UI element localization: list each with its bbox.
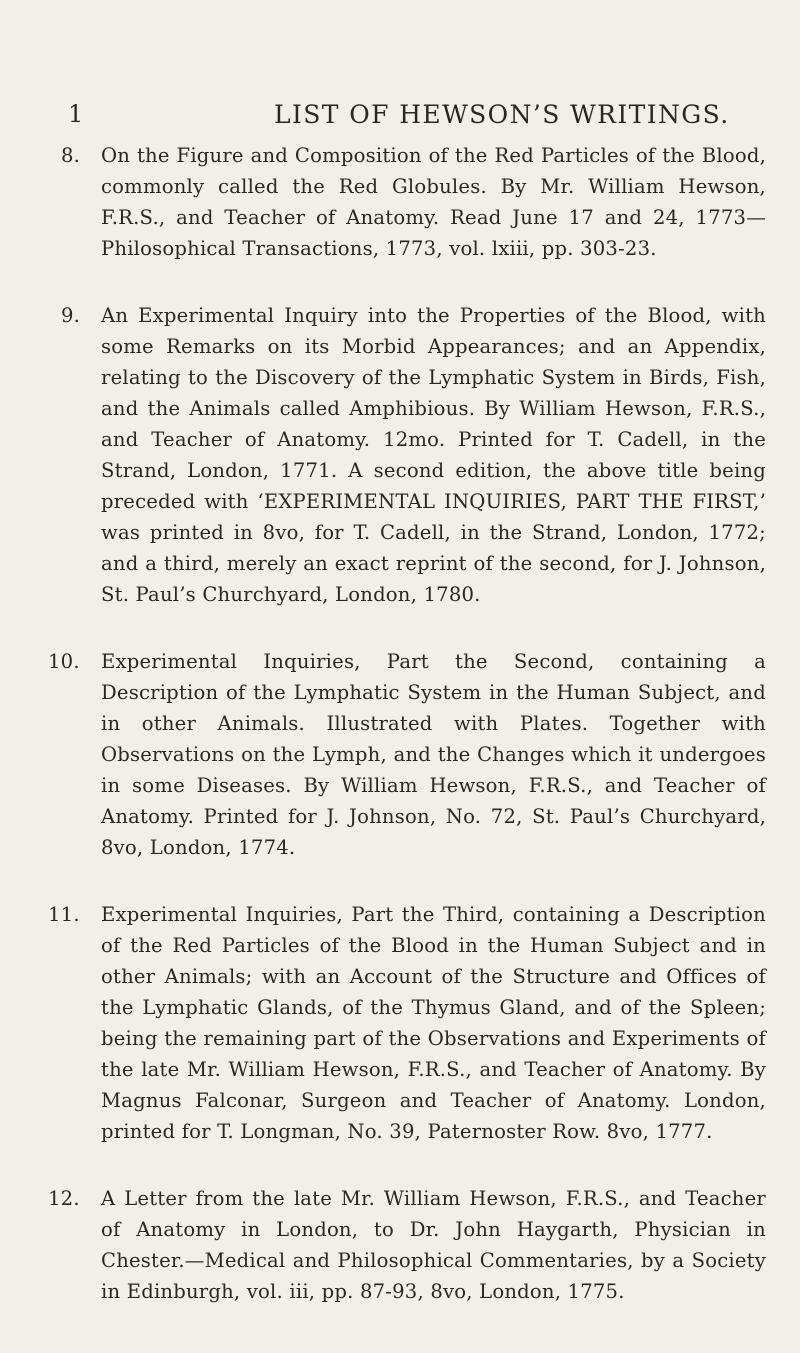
entry-number: 8. [61, 144, 81, 167]
bibliography-entry-11 [0, 899, 800, 1147]
page-number: 1 [68, 100, 84, 128]
entry-text: Experimental Inquiries, Part the Third, containing a Description of the Red Particles of the Blood in the Human Subject and in other Animals; with an Account of the Structure and Offices of the Lymphatic Glands, of the Thymus Gland, and of the Spleen; being the remaining part of the Observations and Experiments of the late Mr. William Hewson, F.R.S., and Teacher of Anatomy. By Magnus Falconar, Surgeon and Teacher of Anatomy. London, printed for T. Longman, No. 39, Paternoster Row. 8vo, 1777. [101, 903, 766, 1143]
running-title: LIST OF HEWSON’S WRITINGS. [274, 100, 730, 129]
bibliography-list [0, 140, 800, 1307]
entry-number: 10. [48, 650, 80, 673]
bibliography-entry-10 [0, 646, 800, 863]
entry-text: On the Figure and Composition of the Red Particles of the Blood, commonly called the Red Globules. By Mr. William Hewson, F.R.S., and Teacher of Anatomy. Read June 17 and 24, 1773—Philosophical Transactions, 1773, vol. lxiii, pp. 303-23. [101, 144, 766, 260]
entry-number: 11. [48, 903, 80, 926]
page-header [68, 100, 768, 140]
bibliography-entry-9 [0, 300, 800, 610]
bibliography-entry-12 [0, 1183, 800, 1307]
entry-text: An Experimental Inquiry into the Properties of the Blood, with some Remarks on its Morbid Appearances; and an Appendix, relating to the Discovery of the Lymphatic System in Birds, Fish, and the Animals called Amphibious. By William Hewson, F.R.S., and Teacher of Anatomy. 12mo. Printed for T. Cadell, in the Strand, London, 1771. A second edition, the above title being preceded with ‘EXPERIMENTAL INQUIRIES, PART THE FIRST,’ was printed in 8vo, for T. Cadell, in the Strand, London, 1772; and a third, merely an exact reprint of the second, for J. Johnson, St. Paul’s Churchyard, London, 1780. [101, 304, 766, 606]
bibliography-entry-8 [0, 140, 800, 264]
entry-text: Experimental Inquiries, Part the Second, containing a Description of the Lymphatic System in the Human Subject, and in other Animals. Illustrated with Plates. Together with Observations on the Lymph, and the Changes which it undergoes in some Diseases. By William Hewson, F.R.S., and Teacher of Anatomy. Printed for J. Johnson, No. 72, St. Paul’s Churchyard, 8vo, London, 1774. [101, 650, 766, 859]
entry-number: 12. [48, 1187, 80, 1210]
entry-number: 9. [61, 304, 81, 327]
entry-text: A Letter from the late Mr. William Hewson, F.R.S., and Teacher of Anatomy in London, to Dr. John Haygarth, Physician in Chester.—Medical and Philosophical Commentaries, by a Society in Edinburgh, vol. iii, pp. 87-93, 8vo, London, 1775. [101, 1187, 766, 1303]
